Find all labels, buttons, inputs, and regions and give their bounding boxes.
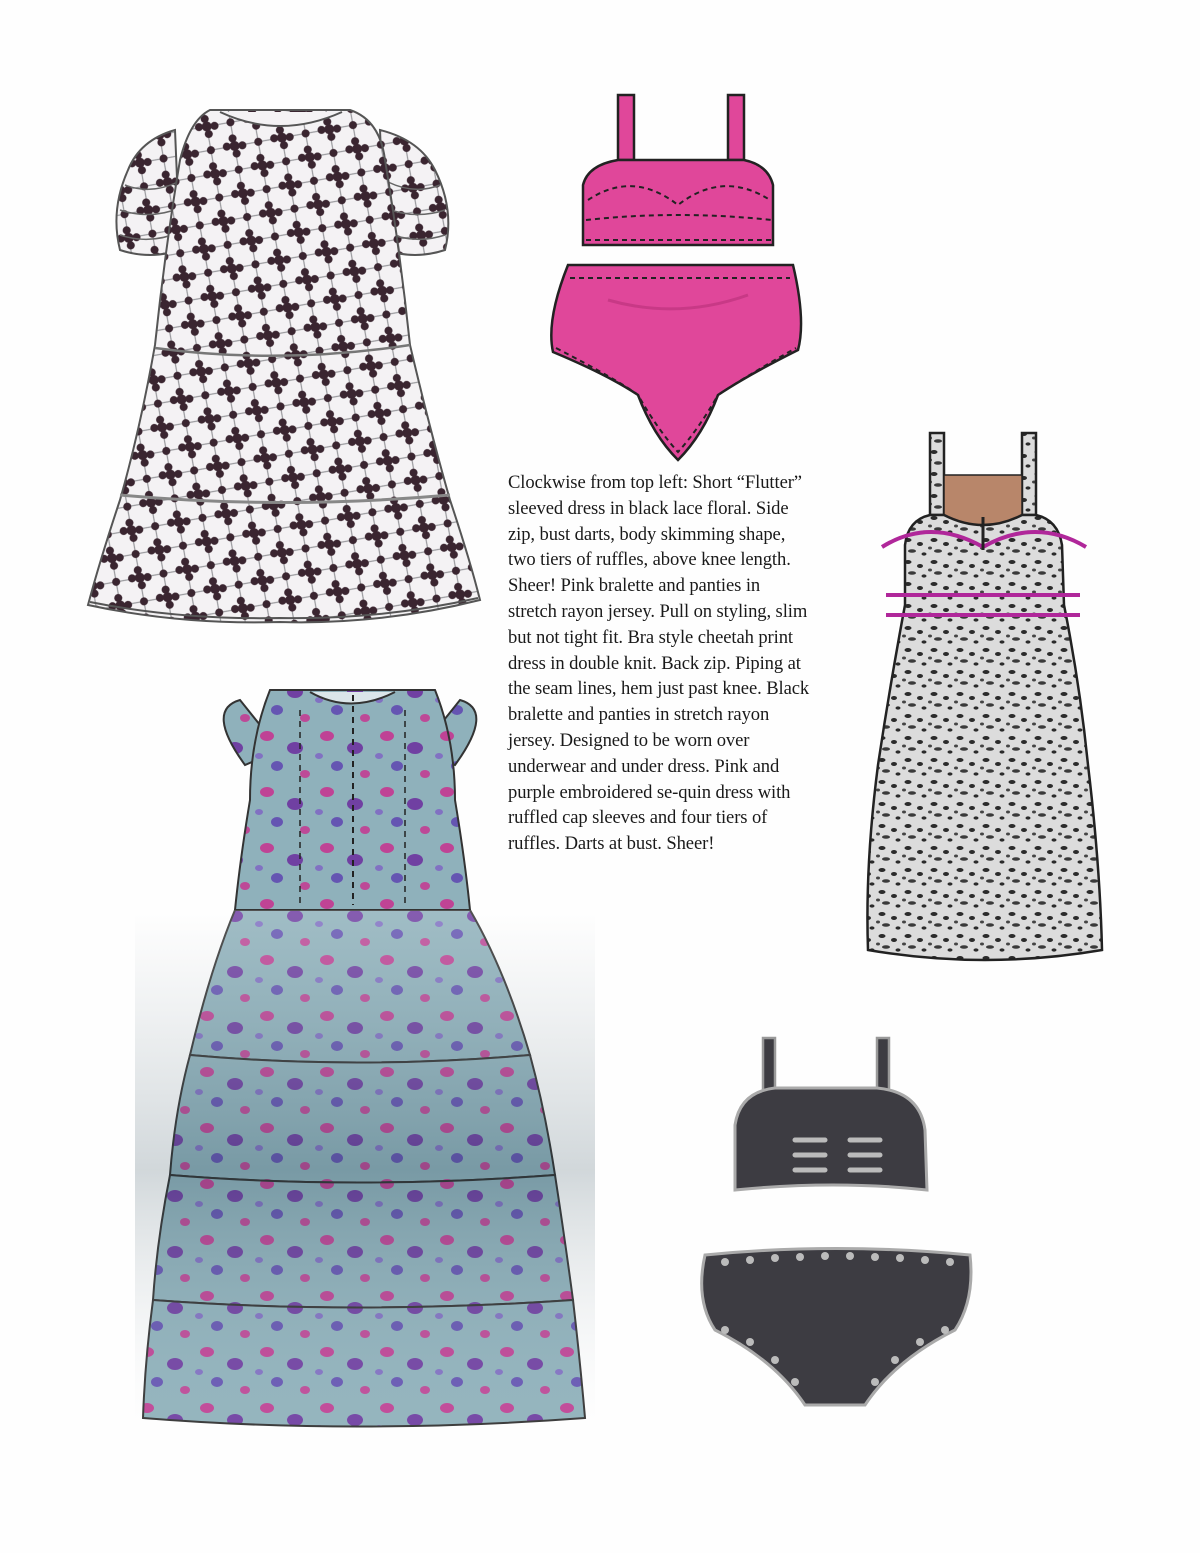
- black-bralette-panties-illustration: [695, 1030, 980, 1415]
- cheetah-bra-dress-illustration: [850, 425, 1120, 970]
- description-caption: Clockwise from top left: Short “Flutter” sleeved dress in black lace floral. Side zip, bust darts, body skimming shape, two tiers of ruffles, above knee length. Sheer! Pink bralette and panties in stretch rayon jersey. Pull on styling, slim but not tight fit. Bra style cheetah print dress in double knit. Back zip. Piping at the seam lines, hem just past knee. Black bralette and panties in stretch rayon jersey. Designed to be worn over underwear and under dress. Pink and purple embroidered se-quin dress with ruffled cap sleeves and four tiers of ruffles. Darts at bust. Sheer!: [508, 472, 810, 855]
- pink-bralette-panties-illustration: [538, 90, 823, 465]
- black-lace-flutter-dress-illustration: [80, 100, 490, 630]
